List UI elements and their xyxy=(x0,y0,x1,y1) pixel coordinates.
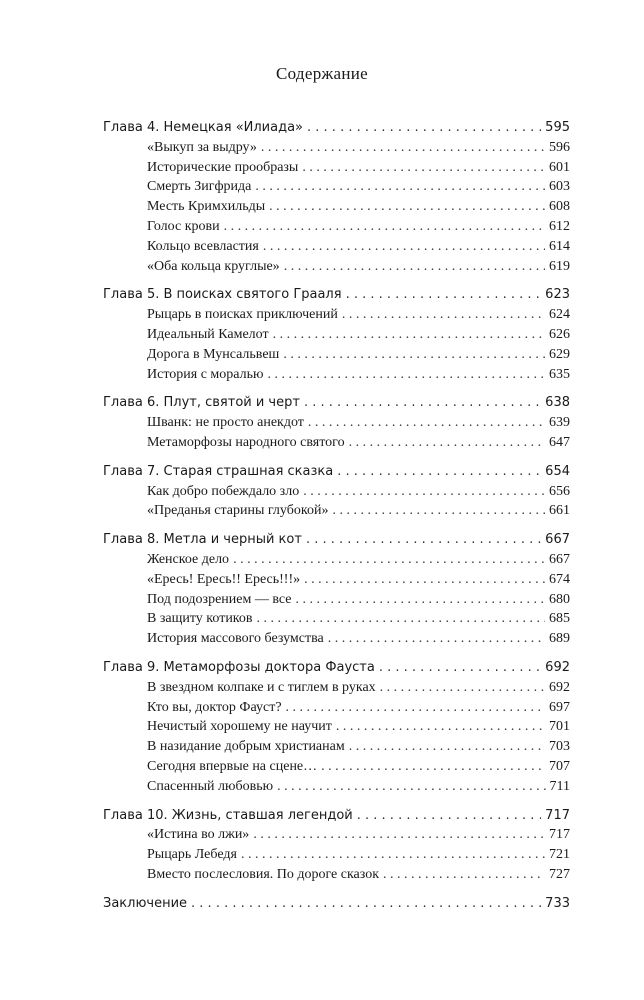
entry-page-number: 624 xyxy=(549,307,570,323)
dot-leader xyxy=(342,305,545,325)
entry-page-number: 635 xyxy=(549,366,570,382)
entry-page-number: 685 xyxy=(549,611,570,627)
entry-page-number: 601 xyxy=(549,159,570,175)
entry-page-number: 608 xyxy=(549,199,570,215)
toc-entry-chapter[interactable] xyxy=(103,285,570,305)
entry-title: Смерть Зигфрида xyxy=(147,179,252,195)
toc-chapter xyxy=(103,530,570,649)
entry-title: В звездном колпаке и с тиглем в руках xyxy=(147,679,376,695)
entry-title: Глава 10. Жизнь, ставшая легендой xyxy=(103,807,353,823)
entry-title: «Выкуп за выдру» xyxy=(147,139,257,155)
toc-entry-section[interactable] xyxy=(103,570,570,590)
toc-entry-section[interactable] xyxy=(103,825,570,845)
entry-page-number: 614 xyxy=(549,238,570,254)
entry-page-number: 689 xyxy=(549,631,570,647)
dot-leader xyxy=(306,530,541,550)
entry-title: «Оба кольца круглые» xyxy=(147,258,280,274)
dot-leader xyxy=(304,570,545,590)
entry-page-number: 733 xyxy=(545,895,570,911)
entry-page-number: 603 xyxy=(549,179,570,195)
toc-entry-section[interactable] xyxy=(103,257,570,277)
dot-leader xyxy=(332,501,545,521)
toc-chapter xyxy=(103,285,570,384)
dot-leader xyxy=(284,257,545,277)
dot-leader xyxy=(303,482,545,502)
toc-chapter xyxy=(103,393,570,452)
dot-leader xyxy=(349,737,545,757)
entry-page-number: 595 xyxy=(545,120,570,135)
toc-entry-section[interactable] xyxy=(103,629,570,649)
toc-entry-section[interactable] xyxy=(103,717,570,737)
entry-page-number: 692 xyxy=(549,679,570,695)
entry-title: «Истина во лжи» xyxy=(147,827,250,843)
entry-page-number: 674 xyxy=(549,571,570,587)
entry-page-number: 661 xyxy=(549,503,570,519)
entry-title: Глава 7. Старая страшная сказка xyxy=(103,463,334,479)
toc-chapter xyxy=(103,658,570,797)
dot-leader xyxy=(267,365,545,385)
entry-page-number: 629 xyxy=(549,346,570,362)
toc-entry-chapter[interactable] xyxy=(103,530,570,550)
entry-page-number: 619 xyxy=(549,258,570,274)
toc-entry-section[interactable] xyxy=(103,757,570,777)
entry-title: Глава 6. Плут, святой и черт xyxy=(103,395,300,411)
toc-entry-section[interactable] xyxy=(103,158,570,178)
entry-page-number: 711 xyxy=(549,778,570,794)
entry-title: Метаморфозы народного святого xyxy=(147,434,345,450)
dot-leader xyxy=(380,678,545,698)
entry-title: Рыцарь Лебедя xyxy=(147,847,237,863)
toc-entry-section[interactable] xyxy=(103,237,570,257)
entry-page-number: 656 xyxy=(549,483,570,499)
entry-page-number: 680 xyxy=(549,591,570,607)
entry-title: Глава 4. Немецкая «Илиада» xyxy=(103,120,304,135)
dot-leader xyxy=(321,757,545,777)
dot-leader xyxy=(286,698,545,718)
toc-entry-section[interactable] xyxy=(103,413,570,433)
toc-entry-chapter[interactable] xyxy=(103,658,570,678)
entry-page-number: 638 xyxy=(545,395,570,411)
toc-entry-section[interactable] xyxy=(103,433,570,453)
entry-title: Дорога в Мунсальвеш xyxy=(147,346,280,362)
dot-leader xyxy=(263,237,545,257)
toc-entry-section[interactable] xyxy=(103,777,570,797)
toc-entry-chapter[interactable] xyxy=(103,806,570,826)
entry-title: Кольцо всевластия xyxy=(147,238,259,254)
dot-leader xyxy=(307,118,541,138)
entry-page-number: 707 xyxy=(549,758,570,774)
dot-leader xyxy=(257,609,545,629)
dot-leader xyxy=(241,845,545,865)
toc-entry-section[interactable] xyxy=(103,737,570,757)
dot-leader xyxy=(337,462,541,482)
entry-title: Идеальный Камелот xyxy=(147,326,269,342)
dot-leader xyxy=(349,433,545,453)
dot-leader xyxy=(224,217,545,237)
dot-leader xyxy=(277,777,545,797)
table-of-contents xyxy=(103,118,570,913)
dot-leader xyxy=(283,345,545,365)
entry-page-number: 667 xyxy=(549,551,570,567)
dot-leader xyxy=(346,285,542,305)
toc-entry-section[interactable] xyxy=(103,501,570,521)
entry-title: Нечистый хорошему не научит xyxy=(147,719,332,735)
entry-title: Под подозрением — все xyxy=(147,591,292,607)
toc-entry-conclusion[interactable] xyxy=(103,894,570,914)
toc-chapter xyxy=(103,462,570,521)
entry-title: Заключение xyxy=(103,895,188,911)
toc-entry-section[interactable] xyxy=(103,197,570,217)
entry-page-number: 626 xyxy=(549,326,570,342)
entry-page-number: 623 xyxy=(545,287,570,303)
toc-entry-section[interactable] xyxy=(103,325,570,345)
toc-entry-section[interactable] xyxy=(103,678,570,698)
toc-entry-section[interactable] xyxy=(103,865,570,885)
dot-leader xyxy=(273,325,545,345)
dot-leader xyxy=(383,865,545,885)
entry-page-number: 647 xyxy=(549,434,570,450)
dot-leader xyxy=(328,629,545,649)
entry-page-number: 721 xyxy=(549,847,570,863)
chapters-list xyxy=(103,118,570,885)
dot-leader xyxy=(295,590,545,610)
toc-entry-section[interactable] xyxy=(103,305,570,325)
toc-entry-section[interactable] xyxy=(103,138,570,158)
dot-leader xyxy=(336,717,545,737)
toc-entry-section[interactable] xyxy=(103,550,570,570)
entry-page-number: 703 xyxy=(549,739,570,755)
toc-entry-chapter[interactable] xyxy=(103,462,570,482)
toc-entry-section[interactable] xyxy=(103,698,570,718)
entry-page-number: 717 xyxy=(549,827,570,843)
dot-leader xyxy=(253,825,545,845)
entry-title: Глава 5. В поисках святого Грааля xyxy=(103,287,342,303)
toc-entry-section[interactable] xyxy=(103,177,570,197)
toc-entry-chapter[interactable] xyxy=(103,393,570,413)
toc-entry-section[interactable] xyxy=(103,365,570,385)
entry-title: Рыцарь в поисках приключений xyxy=(147,307,338,323)
dot-leader xyxy=(302,158,545,178)
toc-entry-section[interactable] xyxy=(103,609,570,629)
entry-page-number: 727 xyxy=(549,866,570,882)
entry-title: «Ересь! Ересь!! Ересь!!!» xyxy=(147,571,301,587)
toc-chapter xyxy=(103,806,570,885)
entry-page-number: 639 xyxy=(549,415,570,431)
entry-title: «Преданья старины глубокой» xyxy=(147,503,329,519)
dot-leader xyxy=(379,658,541,678)
entry-page-number: 692 xyxy=(545,659,570,675)
entry-title: Голос крови xyxy=(147,218,220,234)
entry-title: Как добро побеждало зло xyxy=(147,483,300,499)
dot-leader xyxy=(308,413,545,433)
toc-entry-section[interactable] xyxy=(103,845,570,865)
entry-title: Сегодня впервые на сцене… xyxy=(147,758,318,774)
entry-page-number: 667 xyxy=(545,532,570,548)
toc-chapter xyxy=(103,118,570,276)
dot-leader xyxy=(233,550,545,570)
toc-entry-section[interactable] xyxy=(103,345,570,365)
dot-leader xyxy=(357,806,541,826)
entry-title: В назидание добрым христианам xyxy=(147,739,345,755)
toc-entry-section[interactable] xyxy=(103,482,570,502)
entry-title: Исторические прообразы xyxy=(147,159,299,175)
entry-page-number: 717 xyxy=(545,807,570,823)
entry-page-number: 596 xyxy=(549,139,570,155)
entry-title: История массового безумства xyxy=(147,631,324,647)
dot-leader xyxy=(269,197,545,217)
entry-page-number: 654 xyxy=(545,463,570,479)
entry-title: Кто вы, доктор Фауст? xyxy=(147,699,282,715)
page-title: Содержание xyxy=(275,64,369,83)
toc-entry-section[interactable] xyxy=(103,590,570,610)
entry-title: Глава 9. Метаморфозы доктора Фауста xyxy=(103,659,375,675)
entry-title: Месть Кримхильды xyxy=(147,199,266,215)
entry-page-number: 612 xyxy=(549,218,570,234)
entry-title: В защиту котиков xyxy=(147,611,253,627)
dot-leader xyxy=(304,393,541,413)
dot-leader xyxy=(255,177,545,197)
entry-title: Шванк: не просто анекдот xyxy=(147,415,304,431)
entry-title: Женское дело xyxy=(147,551,230,567)
toc-entry-section[interactable] xyxy=(103,217,570,237)
toc-entry-chapter[interactable] xyxy=(103,118,570,138)
entry-page-number: 697 xyxy=(549,699,570,715)
entry-page-number: 701 xyxy=(549,719,570,735)
entry-title: История с моралью xyxy=(147,366,264,382)
entry-title: Вместо послесловия. По дороге сказок xyxy=(147,866,380,882)
entry-title: Глава 8. Метла и черный кот xyxy=(103,532,302,548)
entry-title: Спасенный любовью xyxy=(147,778,274,794)
dot-leader xyxy=(261,138,545,158)
dot-leader xyxy=(191,894,541,914)
